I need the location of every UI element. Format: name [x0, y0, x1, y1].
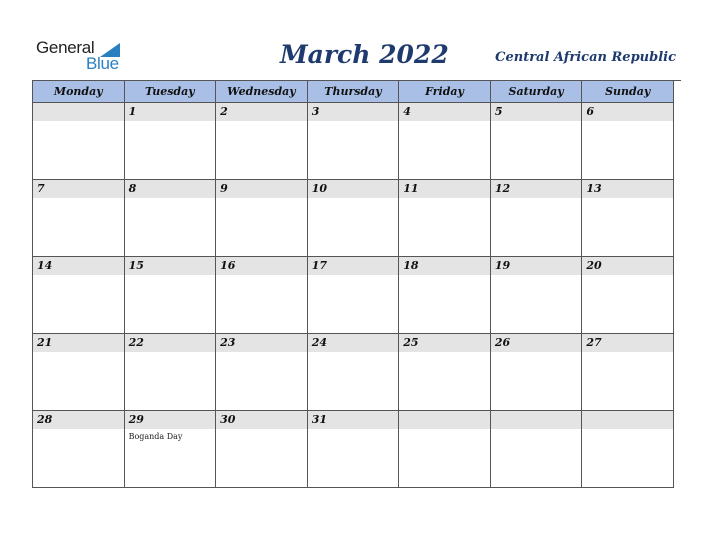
- day-number: 27: [586, 336, 602, 349]
- day-cell[interactable]: [308, 411, 400, 488]
- logo: [36, 38, 136, 74]
- day-number-strip: [216, 334, 307, 352]
- day-number-strip: [399, 257, 490, 275]
- day-cell[interactable]: [33, 334, 125, 411]
- day-cell[interactable]: [491, 257, 583, 334]
- day-cell[interactable]: [308, 334, 400, 411]
- calendar-weeks: [33, 103, 681, 488]
- day-cell[interactable]: [399, 103, 491, 180]
- day-cell[interactable]: [33, 180, 125, 257]
- weekday-header: Wednesday: [216, 81, 308, 103]
- calendar-week-row: [33, 103, 681, 180]
- day-cell[interactable]: [582, 103, 674, 180]
- day-number-strip: [582, 257, 673, 275]
- day-number: 22: [128, 336, 144, 349]
- day-number-strip: [125, 103, 216, 121]
- weekday-header: Sunday: [582, 81, 674, 103]
- day-number: 23: [220, 336, 236, 349]
- day-number: 29: [128, 413, 144, 426]
- day-number-strip: [491, 411, 582, 429]
- day-cell[interactable]: [216, 180, 308, 257]
- day-cell[interactable]: [582, 257, 674, 334]
- weekday-header: Tuesday: [125, 81, 217, 103]
- day-cell[interactable]: [125, 257, 217, 334]
- day-number: 3: [311, 105, 320, 118]
- day-cell[interactable]: [399, 180, 491, 257]
- day-number: 20: [586, 259, 602, 272]
- day-number: 6: [586, 105, 595, 118]
- day-cell[interactable]: [308, 103, 400, 180]
- day-number: 8: [128, 182, 137, 195]
- day-number-strip: [399, 411, 490, 429]
- day-number: 4: [403, 105, 411, 118]
- day-number-strip: [582, 180, 673, 198]
- day-number-strip: [399, 180, 490, 198]
- day-number-strip: [308, 103, 399, 121]
- day-number: 30: [220, 413, 236, 426]
- day-number: 21: [37, 336, 53, 349]
- day-cell[interactable]: [216, 334, 308, 411]
- weekday-header: Monday: [33, 81, 125, 103]
- day-cell[interactable]: [125, 334, 217, 411]
- country-name: Central African Republic: [495, 50, 676, 65]
- calendar-week-row: [33, 257, 681, 334]
- day-number: 2: [220, 105, 228, 118]
- day-cell[interactable]: [399, 411, 491, 488]
- day-number-strip: [491, 180, 582, 198]
- day-number-strip: [308, 334, 399, 352]
- day-cell[interactable]: [308, 180, 400, 257]
- day-number: 31: [311, 413, 327, 426]
- day-number: 18: [403, 259, 419, 272]
- weekday-header: Saturday: [491, 81, 583, 103]
- day-cell[interactable]: [125, 180, 217, 257]
- calendar-title: March 2022: [280, 40, 449, 69]
- day-cell[interactable]: [582, 334, 674, 411]
- day-cell[interactable]: [33, 103, 125, 180]
- day-cell[interactable]: [491, 103, 583, 180]
- day-number-strip: [216, 180, 307, 198]
- holiday-label: Boganda Day: [128, 432, 183, 441]
- calendar-week-row: [33, 411, 681, 488]
- day-number: 24: [311, 336, 327, 349]
- day-cell[interactable]: [216, 411, 308, 488]
- day-number: 14: [37, 259, 53, 272]
- day-cell[interactable]: [491, 180, 583, 257]
- day-number: 12: [494, 182, 511, 195]
- day-number: 19: [494, 259, 511, 272]
- day-number-strip: [33, 257, 124, 275]
- day-number: 1: [128, 105, 137, 118]
- day-number: 10: [311, 182, 327, 195]
- day-number-strip: [399, 334, 490, 352]
- day-number: 11: [403, 182, 419, 195]
- weekday-header: Thursday: [308, 81, 400, 103]
- day-number: 28: [37, 413, 53, 426]
- day-cell[interactable]: [399, 257, 491, 334]
- day-number-strip: [33, 180, 124, 198]
- day-cell[interactable]: [216, 257, 308, 334]
- day-number: 13: [586, 182, 602, 195]
- day-number-strip: [33, 411, 124, 429]
- day-number-strip: [125, 334, 216, 352]
- day-number-strip: [33, 103, 124, 121]
- day-cell[interactable]: [125, 411, 217, 488]
- day-number-strip: [491, 334, 582, 352]
- day-number-strip: [125, 257, 216, 275]
- day-number: 7: [37, 182, 45, 195]
- day-number: 16: [220, 259, 236, 272]
- day-number-strip: [125, 411, 216, 429]
- day-number-strip: [216, 103, 307, 121]
- day-number: 9: [220, 182, 228, 195]
- day-cell[interactable]: [33, 257, 125, 334]
- day-number: 5: [494, 105, 503, 118]
- day-number-strip: [308, 180, 399, 198]
- day-cell[interactable]: [399, 334, 491, 411]
- day-number-strip: [308, 257, 399, 275]
- day-number: 15: [128, 259, 144, 272]
- logo-text-blue: Blue: [86, 54, 119, 73]
- calendar-week-row: [33, 180, 681, 257]
- calendar-week-row: [33, 334, 681, 411]
- day-cell[interactable]: [582, 411, 674, 488]
- logo-text-general: General: [36, 38, 95, 57]
- day-cell[interactable]: [308, 257, 400, 334]
- day-cell[interactable]: [491, 334, 583, 411]
- day-cell[interactable]: [125, 103, 217, 180]
- day-number-strip: [308, 411, 399, 429]
- day-cell[interactable]: [33, 411, 125, 488]
- day-number: 17: [311, 259, 327, 272]
- day-number-strip: [491, 103, 582, 121]
- weekday-header-row: [33, 81, 681, 103]
- day-number-strip: [125, 180, 216, 198]
- day-number-strip: [216, 257, 307, 275]
- day-cell[interactable]: [582, 180, 674, 257]
- calendar-grid: [32, 80, 681, 488]
- day-number: 26: [494, 336, 511, 349]
- weekday-header: Friday: [399, 81, 491, 103]
- day-number-strip: [491, 257, 582, 275]
- day-number-strip: [582, 103, 673, 121]
- day-cell[interactable]: [216, 103, 308, 180]
- day-number-strip: [216, 411, 307, 429]
- day-number: 25: [403, 336, 419, 349]
- day-number-strip: [582, 411, 673, 429]
- day-number-strip: [399, 103, 490, 121]
- day-number-strip: [582, 334, 673, 352]
- day-number-strip: [33, 334, 124, 352]
- day-cell[interactable]: [491, 411, 583, 488]
